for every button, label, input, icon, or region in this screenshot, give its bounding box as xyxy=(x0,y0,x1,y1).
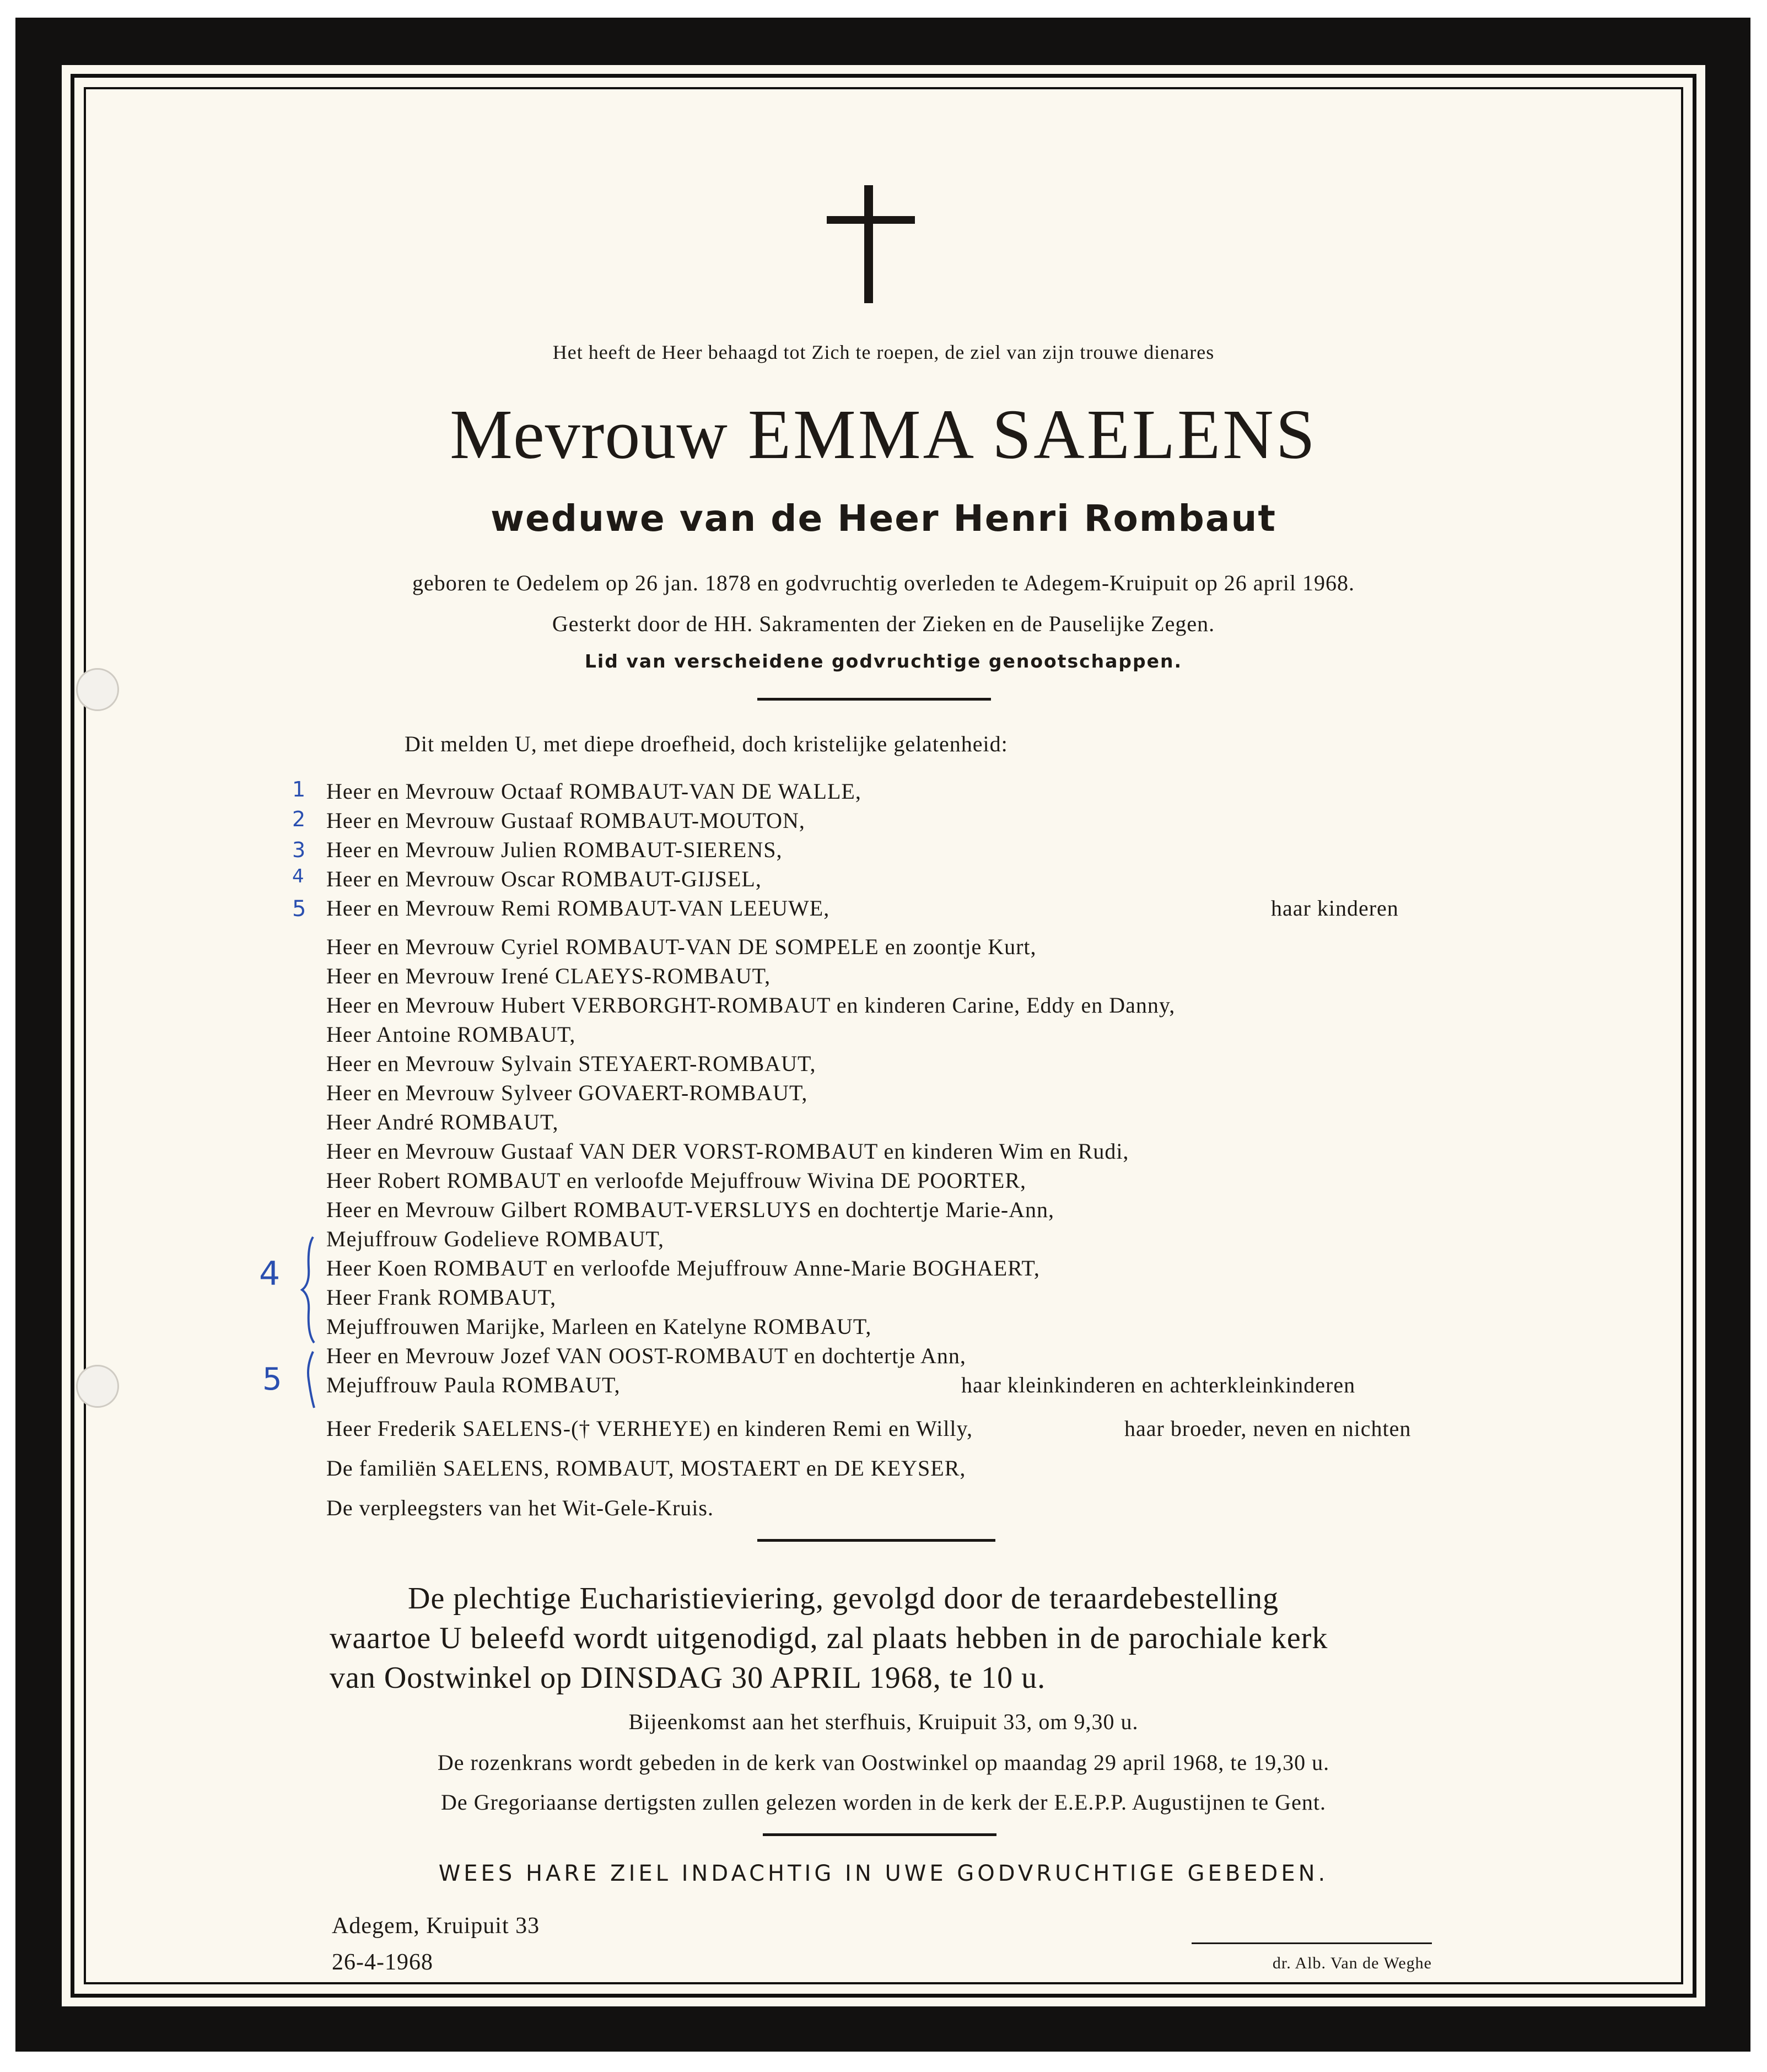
name-main: EMMA SAELENS xyxy=(747,395,1317,473)
birth-death-line: geboren te Oedelem op 26 jan. 1878 en godvruchtig overleden te Adegem-Kruipuit op 26 april 1968. xyxy=(412,571,1355,595)
divider-2 xyxy=(757,1539,995,1542)
grandchild-row: Mejuffrouwen Marijke, Marleen en Katelyne ROMBAUT, xyxy=(326,1314,872,1339)
grandchild-row: Heer en Mevrouw Irené CLAEYS-ROMBAUT, xyxy=(326,964,771,988)
announcement-line: Dit melden U, met diepe droefheid, doch kristelijke gelatenheid: xyxy=(405,731,1008,756)
divider-1 xyxy=(757,698,991,701)
grandchild-row: Heer en Mevrouw Jozef VAN OOST-ROMBAUT en dochtertje Ann, xyxy=(326,1343,966,1368)
grandchildren-label: haar kleinkinderen en achterkleinkinderen xyxy=(961,1373,1356,1397)
grandchild-row: Heer en Mevrouw Sylvain STEYAERT-ROMBAUT, xyxy=(326,1051,816,1076)
grandchild-row: Heer Koen ROMBAUT en verloofde Mejuffrouw Anne-Marie BOGHAERT, xyxy=(326,1256,1040,1280)
ceremony-line-1: De plechtige Eucharistieviering, gevolgd door de teraardebestelling xyxy=(408,1581,1279,1616)
intro-text: Het heeft de Heer behaagd tot Zich te roepen, de ziel van zijn trouwe dienares xyxy=(552,341,1215,363)
brother-label: haar broeder, neven en nichten xyxy=(1124,1416,1412,1441)
handwritten-number-1: 1 xyxy=(292,777,306,801)
nurses-line: De verpleegsters van het Wit-Gele-Kruis. xyxy=(326,1495,714,1520)
rosary-line: De rozenkrans wordt gebeden in de kerk van Oostwinkel op maandag 29 april 1968, te 19,30 u. xyxy=(437,1750,1330,1775)
date-line: 26-4-1968 xyxy=(332,1950,433,1975)
grandchild-row: Heer en Mevrouw Hubert VERBORGHT-ROMBAUT en kinderen Carine, Eddy en Danny, xyxy=(326,993,1176,1018)
grandchild-row: Heer en Mevrouw Sylveer GOVAERT-ROMBAUT, xyxy=(326,1080,808,1105)
families-line: De familiën SAELENS, ROMBAUT, MOSTAERT en DE KEYSER, xyxy=(326,1456,966,1481)
handwritten-bracket-5 xyxy=(298,1349,320,1410)
child-row: Heer en Mevrouw Octaaf ROMBAUT-VAN DE WALLE, xyxy=(326,779,861,804)
handwritten-bracket-4 xyxy=(298,1235,320,1345)
gathering-line: Bijeenkomst aan het sterfhuis, Kruipuit 33, om 9,30 u. xyxy=(628,1709,1139,1734)
printer-rule xyxy=(1192,1942,1432,1944)
handwritten-number-3: 3 xyxy=(292,838,306,862)
closing-prayer: WEES HARE ZIEL INDACHTIG IN UWE GODVRUCHTIGE GEBEDEN. xyxy=(438,1861,1329,1886)
handwritten-number-4-bracket: 4 xyxy=(259,1255,281,1293)
child-row: Heer en Mevrouw Julien ROMBAUT-SIERENS, xyxy=(326,837,783,862)
grandchild-row: Heer en Mevrouw Gustaaf VAN DER VORST-ROMBAUT en kinderen Wim en Rudi, xyxy=(326,1139,1129,1164)
children-label: haar kinderen xyxy=(1271,896,1399,921)
deceased-name xyxy=(0,394,1767,475)
handwritten-number-4: 4 xyxy=(292,865,304,887)
grandchild-row: Heer en Mevrouw Gilbert ROMBAUT-VERSLUYS en dochtertje Marie-Ann, xyxy=(326,1197,1055,1222)
widow-subtitle: weduwe van de Heer Henri Rombaut xyxy=(491,497,1276,540)
handwritten-number-2: 2 xyxy=(292,807,306,831)
gregorian-line: De Gregoriaanse dertigsten zullen gelezen worden in de kerk der E.E.P.P. Augustijnen te Gent. xyxy=(441,1790,1326,1815)
handwritten-number-5-bracket: 5 xyxy=(262,1361,282,1397)
grandchild-row: Heer Frank ROMBAUT, xyxy=(326,1285,557,1310)
punch-hole-top xyxy=(76,668,119,711)
grandchild-row: Heer André ROMBAUT, xyxy=(326,1110,559,1134)
grandchild-row: Heer Antoine ROMBAUT, xyxy=(326,1022,576,1047)
punch-hole-bottom xyxy=(76,1365,119,1408)
printer-credit: dr. Alb. Van de Weghe xyxy=(1272,1954,1432,1972)
grandchild-row: Heer Robert ROMBAUT en verloofde Mejuffrouw Wivina DE POORTER, xyxy=(326,1168,1027,1193)
ceremony-line-2: waartoe U beleefd wordt uitgenodigd, zal plaats hebben in de parochiale kerk xyxy=(330,1621,1328,1655)
child-row: Heer en Mevrouw Remi ROMBAUT-VAN LEEUWE, xyxy=(326,896,830,921)
grandchild-row: Mejuffrouw Godelieve ROMBAUT, xyxy=(326,1226,664,1251)
divider-3 xyxy=(763,1833,996,1836)
handwritten-number-5: 5 xyxy=(292,896,306,922)
membership-line: Lid van verscheidene godvruchtige genootschappen. xyxy=(584,650,1183,672)
child-row: Heer en Mevrouw Gustaaf ROMBAUT-MOUTON, xyxy=(326,808,805,833)
name-prefix: Mevrouw xyxy=(450,395,728,473)
grandchild-row: Heer en Mevrouw Cyriel ROMBAUT-VAN DE SOMPELE en zoontje Kurt, xyxy=(326,934,1037,959)
ceremony-line-3: van Oostwinkel op DINSDAG 30 APRIL 1968, te 10 u. xyxy=(330,1661,1046,1695)
brother-line: Heer Frederik SAELENS-(† VERHEYE) en kinderen Remi en Willy, xyxy=(326,1416,973,1441)
sacraments-line: Gesterkt door de HH. Sakramenten der Zieken en de Pauselijke Zegen. xyxy=(552,611,1215,636)
grandchild-row: Mejuffrouw Paula ROMBAUT, xyxy=(326,1373,621,1397)
address-line: Adegem, Kruipuit 33 xyxy=(332,1913,540,1939)
child-row: Heer en Mevrouw Oscar ROMBAUT-GIJSEL, xyxy=(326,867,762,891)
